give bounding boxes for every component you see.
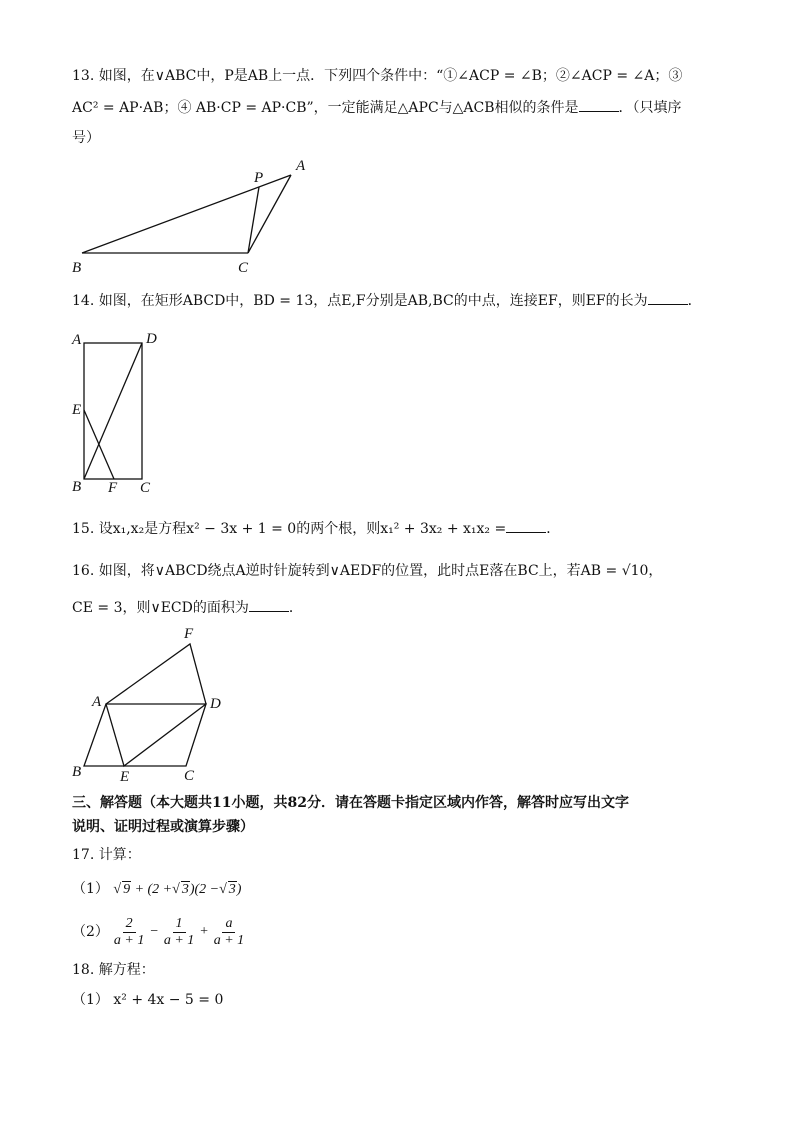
q16-label-d: D — [210, 696, 221, 712]
q13-line3: 号） — [72, 130, 100, 146]
q17-operator-minus: − — [149, 924, 159, 939]
q17-root-9: 9 — [123, 882, 131, 897]
q14-label-c: C — [140, 480, 151, 496]
q17-fraction-3-numerator: a — [222, 916, 235, 933]
q17-part2 — [72, 912, 249, 952]
q16-label-a: A — [92, 694, 102, 710]
q17-fraction-3-denominator: a + 1 — [213, 932, 245, 948]
q15-tail: ． — [546, 521, 561, 537]
q13-label-p: P — [254, 170, 264, 186]
q13-line2-tail: ．（只填序 — [618, 100, 682, 116]
q16-parallelogram-abcd — [84, 704, 206, 766]
q17-part1-label: （1） — [72, 881, 109, 897]
q18-part1: （1） x² + 4x − 5 = 0 — [72, 992, 224, 1008]
q17-fraction-2 — [161, 916, 197, 949]
q17-fraction-1 — [111, 916, 147, 949]
q14-text: 14. 如图，在矩形ABCD中，BD = 13，点E,F分别是AB,BC的中点，连接EF，则EF的长为 — [72, 293, 648, 309]
q15-answer-blank[interactable] — [506, 518, 546, 533]
q16-label-f: F — [184, 626, 194, 642]
q16-line2-text: CE = 3，则∨ECD的面积为 — [72, 600, 249, 616]
q13-triangle-figure — [66, 154, 326, 278]
q16-label-e: E — [120, 769, 130, 785]
section3-heading-line1: 三、解答题（本大题共11小题，共82分．请在答题卡指定区域内作答，解答时应写出文字 — [72, 795, 629, 811]
q13-side-ba — [82, 175, 291, 253]
q13-line1: 13. 如图，在∨ABC中，P是AB上一点．下列四个条件中：“①∠ACP = ∠B；②∠ACP = ∠A；③ — [72, 68, 683, 84]
q13-label-b: B — [72, 260, 82, 276]
q17-fraction-3 — [211, 916, 247, 949]
q17-part1 — [72, 879, 241, 900]
q16-line2-tail: ． — [288, 600, 303, 616]
q16-label-b: B — [72, 764, 82, 780]
q14-label-b: B — [72, 479, 82, 495]
q16-parallelogram-figure — [66, 624, 246, 786]
q14-tail: ． — [687, 293, 702, 309]
q16-line2 — [72, 597, 303, 618]
q16-parallelogram-aedf — [106, 644, 206, 766]
q17-fraction-1-denominator: a + 1 — [113, 932, 145, 948]
q17-fraction-1-numerator: 2 — [123, 916, 136, 933]
q17-title: 17. 计算： — [72, 847, 141, 863]
q14-label-f: F — [108, 480, 118, 496]
q16-line1: 16. 如图，将∨ABCD绕点A逆时针旋转到∨AEDF的位置，此时点E落在BC上，若AB = √10， — [72, 563, 663, 579]
q15-text: 15. 设x₁,x₂是方程x² − 3x + 1 = 0的两个根，则x₁² + 3x₂ + x₁x₂ = — [72, 521, 507, 537]
q17-plus: + — [134, 882, 145, 897]
q16-answer-blank[interactable] — [249, 597, 289, 612]
q15-line — [72, 518, 560, 539]
q17-operator-plus: + — [199, 924, 209, 939]
q17-root-3a: 3 — [181, 882, 189, 897]
q13-answer-blank[interactable] — [579, 97, 619, 112]
q17-group1-open: (2 + — [147, 882, 173, 897]
q13-label-a: A — [296, 158, 306, 174]
q17-group2-open: (2 − — [194, 882, 220, 897]
q17-part1-expr: √ 9 + (2 +√ 3)(2 −√ 3) — [113, 882, 242, 897]
q13-label-c: C — [238, 260, 249, 276]
q17-group1-close: ) — [189, 882, 195, 897]
q17-part2-label: （2） — [72, 924, 109, 940]
q14-answer-blank[interactable] — [648, 290, 688, 305]
q17-group2-close: ) — [236, 882, 242, 897]
q16-label-c: C — [184, 768, 195, 784]
q13-line2 — [72, 97, 682, 118]
section3-heading-line2: 说明、证明过程或演算步骤） — [72, 819, 254, 835]
q13-line2-text: AC² = AP·AB；④ AB·CP = AP·CB”，一定能满足△APC与△ACB相似的条件是 — [72, 100, 579, 116]
q14-label-a: A — [72, 332, 82, 348]
q17-fraction-2-numerator: 1 — [173, 916, 186, 933]
q14-label-e: E — [72, 402, 82, 418]
q17-fraction-2-denominator: a + 1 — [163, 932, 195, 948]
q17-root-3b: 3 — [228, 882, 236, 897]
q14-rectangle-figure — [66, 328, 176, 500]
q18-title: 18. 解方程： — [72, 962, 155, 978]
q14-label-d: D — [146, 331, 157, 347]
q14-diagonal-bd — [84, 343, 142, 479]
q14-line — [72, 290, 702, 311]
